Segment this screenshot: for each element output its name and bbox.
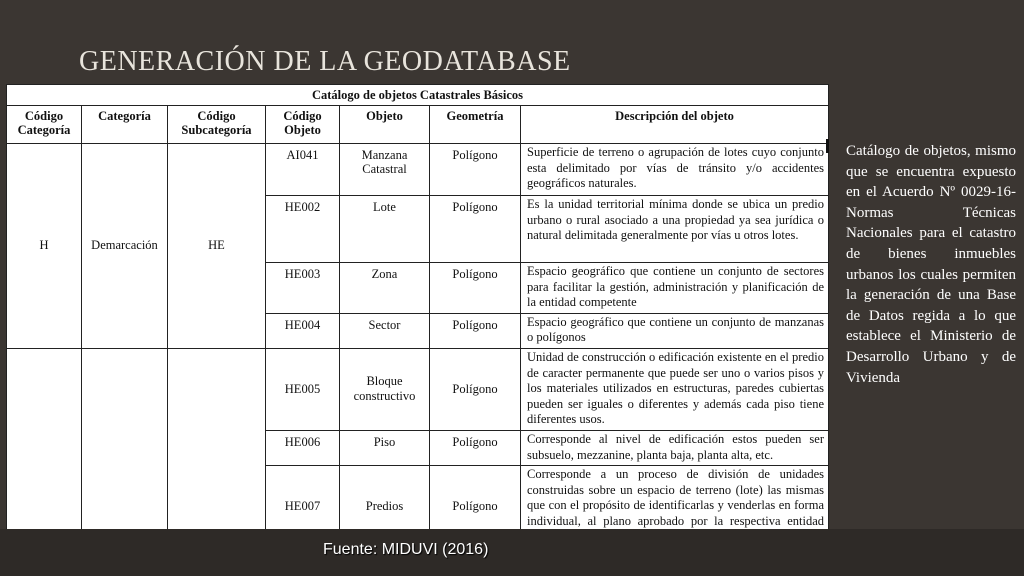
footer-bar — [0, 529, 1024, 576]
codigo-categoria-cell: H — [7, 144, 82, 349]
codigo-objeto-cell: HE006 — [266, 430, 340, 465]
geometria-cell: Polígono — [430, 196, 521, 263]
empty-cell — [168, 348, 266, 547]
empty-cell — [82, 348, 168, 547]
codigo-objeto-cell: HE007 — [266, 466, 340, 548]
objeto-cell: Predios — [340, 466, 430, 548]
geometria-cell: Polígono — [430, 430, 521, 465]
geometria-cell: Polígono — [430, 466, 521, 548]
header-descripcion: Descripción del objeto — [521, 106, 829, 144]
descripcion-cell: Superficie de terreno o agrupación de lotes cuyo conjunto esta delimitado por vías de tránsito y/o accidentes geográficos naturales. — [521, 144, 829, 196]
source-caption: Fuente: MIDUVI (2016) — [323, 541, 489, 558]
table-row — [7, 348, 829, 430]
header-codigo-categoria: Código Categoría — [7, 106, 82, 144]
catalog-table-image — [6, 84, 829, 529]
codigo-subcategoria-cell: HE — [168, 144, 266, 349]
header-geometria: Geometría — [430, 106, 521, 144]
descripcion-cell: Corresponde a un proceso de división de unidades construidas sobre un espacio de terreno (lote) las mismas que con el propósito de identificarlas y venderlas en forma individual, al plano aprobado por la respectiva entidad — [521, 466, 829, 548]
descripcion-cell: Espacio geográfico que contiene un conjunto de manzanas o polígonos — [521, 313, 829, 348]
codigo-objeto-cell: HE004 — [266, 313, 340, 348]
table-row — [7, 144, 829, 196]
slide-title: GENERACIÓN DE LA GEODATABASE — [79, 46, 571, 77]
geometria-cell: Polígono — [430, 313, 521, 348]
codigo-objeto-cell: AI041 — [266, 144, 340, 196]
geometria-cell: Polígono — [430, 263, 521, 314]
codigo-objeto-cell: HE005 — [266, 348, 340, 430]
descripcion-cell: Es la unidad territorial mínima donde se ubica un predio urbano o rural asociado a una propiedad ya sea jurídica o natural delimitada generalmente por vías u otros lotes. — [521, 196, 829, 263]
table-caption: Catálogo de objetos Catastrales Básicos — [7, 85, 829, 106]
codigo-objeto-cell: HE002 — [266, 196, 340, 263]
side-description: Catálogo de objetos, mismo que se encuentra expuesto en el Acuerdo Nº 0029-16- Normas Técnicas Nacionales para el catastro de bienes inmuebles urbanos los cuales permiten la generación de una Base de Datos regida a lo que establece el Ministerio de Desarrollo Urbano y de Vivienda — [846, 143, 1016, 386]
table-edge-mark — [826, 139, 829, 153]
objeto-cell: Piso — [340, 430, 430, 465]
geometria-cell: Polígono — [430, 144, 521, 196]
header-objeto: Objeto — [340, 106, 430, 144]
objeto-cell: Sector — [340, 313, 430, 348]
categoria-cell: Demarcación — [82, 144, 168, 349]
header-codigo-subcategoria: Código Subcategoría — [168, 106, 266, 144]
catalog-table — [6, 84, 829, 548]
objeto-cell: Lote — [340, 196, 430, 263]
objeto-cell: Bloque constructivo — [340, 348, 430, 430]
descripcion-cell: Corresponde al nivel de edificación estos pueden ser subsuelo, mezzanine, planta baja, planta alta, etc. — [521, 430, 829, 465]
objeto-cell: Manzana Catastral — [340, 144, 430, 196]
objeto-cell: Zona — [340, 263, 430, 314]
descripcion-cell: Espacio geográfico que contiene un conjunto de sectores para facilitar la gestión, administración y planificación de la entidad competente — [521, 263, 829, 314]
descripcion-cell: Unidad de construcción o edificación existente en el predio de caracter permanente que puede ser uno o varios pisos y los materiales utilizados en estructuras, paredes cubiertas pueden ser iguales o diferentes y además cada piso tiene diferentes usos. — [521, 348, 829, 430]
codigo-objeto-cell: HE003 — [266, 263, 340, 314]
geometria-cell: Polígono — [430, 348, 521, 430]
empty-cell — [7, 348, 82, 547]
header-codigo-objeto: Código Objeto — [266, 106, 340, 144]
header-categoria: Categoría — [82, 106, 168, 144]
